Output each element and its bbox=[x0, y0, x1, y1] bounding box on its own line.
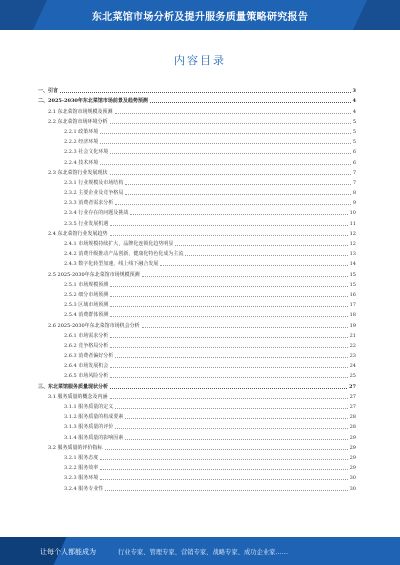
toc-entry-label: 3.1 服务质量的概念及内涵 bbox=[48, 393, 108, 400]
toc-leader-dots bbox=[115, 203, 351, 205]
toc-leader-dots bbox=[110, 336, 347, 338]
toc-leader-dots bbox=[125, 417, 347, 419]
toc-leader-dots bbox=[110, 366, 347, 368]
toc-entry-page: 3 bbox=[352, 88, 356, 95]
toc-leader-dots bbox=[110, 152, 351, 154]
toc-entry[interactable] bbox=[38, 410, 356, 420]
toc-leader-dots bbox=[115, 427, 347, 429]
toc-entry[interactable] bbox=[38, 125, 356, 135]
toc-entry[interactable] bbox=[38, 257, 356, 267]
footer-roles: 行业专家、管理专家、营销专家、战略专家、成功企业家…… bbox=[118, 549, 289, 556]
toc-entry-label: 2.5.1 市场规模预测 bbox=[64, 281, 109, 288]
toc-entry-label: 2.4.1 市场规模持续扩大，品牌化连锁化趋势明显 bbox=[64, 241, 174, 247]
toc-entry[interactable] bbox=[38, 471, 356, 481]
toc-entry[interactable] bbox=[38, 318, 356, 328]
toc-leader-dots bbox=[142, 275, 348, 277]
toc-entry-label: 2.4.2 消费升级推动产品创新，健康化特色化成为主流 bbox=[64, 251, 184, 258]
toc-entry[interactable] bbox=[38, 420, 356, 430]
toc-entry-label: 2.5.3 区域市场预测 bbox=[64, 302, 109, 309]
toc-entry-label: 2.5.4 消费群体预测 bbox=[64, 312, 109, 319]
toc-entry-label: 3.2 服务质量的评价指标 bbox=[48, 444, 103, 451]
toc-entry-label: 三、东北菜馆服务质量现状分析 bbox=[38, 383, 109, 390]
toc-entry-page: 11 bbox=[349, 220, 356, 227]
toc-entry-label: 3.1.3 服务质量的评价 bbox=[64, 424, 114, 431]
toc-entry[interactable] bbox=[38, 186, 356, 196]
toc-entry-label: 2.6.4 市场发展机会 bbox=[64, 363, 109, 370]
toc-entry[interactable] bbox=[38, 115, 356, 125]
toc-entry[interactable] bbox=[38, 166, 356, 176]
toc-entry-label: 2.3.3 消费者需求分析 bbox=[64, 200, 114, 207]
toc-entry-page: 23 bbox=[349, 353, 356, 360]
toc-entry-page: 27 bbox=[349, 393, 356, 400]
footer-band bbox=[0, 537, 400, 565]
toc-entry-label: 2.2.4 技术环境 bbox=[64, 159, 99, 166]
toc-entry-page: 18 bbox=[349, 312, 356, 319]
toc-entry-label: 2.2.1 政策环境 bbox=[64, 128, 99, 135]
table-of-contents bbox=[38, 84, 356, 492]
toc-leader-dots bbox=[110, 295, 347, 297]
toc-leader-dots bbox=[110, 376, 347, 378]
toc-entry[interactable] bbox=[38, 379, 356, 389]
toc-entry-page: 9 bbox=[352, 200, 356, 207]
toc-entry[interactable] bbox=[38, 288, 356, 298]
footer-slogan: 让每个人都能成为 bbox=[40, 548, 96, 556]
toc-entry[interactable] bbox=[38, 349, 356, 359]
toc-entry-label: 3.1.1 服务质量的定义 bbox=[64, 404, 114, 410]
toc-entry-label: 2.3.2 主要企业及竞争格局 bbox=[64, 190, 124, 197]
toc-entry-page: 5 bbox=[352, 139, 356, 146]
toc-entry-label: 2.3.5 行业发展机遇 bbox=[64, 220, 109, 227]
toc-entry-label: 3.1.2 服务质量的构成要素 bbox=[64, 414, 124, 421]
toc-entry-page: 29 bbox=[349, 465, 356, 472]
toc-leader-dots bbox=[110, 224, 347, 226]
toc-entry[interactable] bbox=[38, 176, 356, 186]
toc-entry[interactable] bbox=[38, 135, 356, 145]
toc-entry-label: 2.4.3 数字化转型加速，线上线下融合发展 bbox=[64, 261, 159, 268]
toc-leader-dots bbox=[185, 254, 347, 256]
toc-entry-page: 7 bbox=[352, 179, 356, 186]
toc-leader-dots bbox=[100, 458, 347, 460]
toc-leader-dots bbox=[110, 122, 351, 124]
toc-entry[interactable] bbox=[38, 430, 356, 440]
toc-entry-page: 4 bbox=[352, 108, 356, 115]
toc-entry-label: 2.6 2025-2030年东北菜馆市场机会分析 bbox=[48, 322, 140, 329]
toc-entry-page: 6 bbox=[352, 149, 356, 156]
toc-leader-dots bbox=[110, 173, 351, 175]
toc-entry-label: 2.3.1 行业规模及市场结构 bbox=[64, 179, 124, 186]
toc-entry-page: 6 bbox=[352, 159, 356, 166]
toc-entry-label: 2.3.4 行业存在的问题及挑战 bbox=[64, 210, 129, 217]
toc-entry[interactable] bbox=[38, 441, 356, 451]
toc-entry[interactable] bbox=[38, 329, 356, 339]
toc-entry[interactable] bbox=[38, 104, 356, 114]
toc-leader-dots bbox=[105, 489, 347, 491]
toc-entry-page: 21 bbox=[349, 332, 356, 339]
toc-leader-dots bbox=[100, 132, 351, 134]
report-title: 东北菜馆市场分析及提升服务质量策略研究报告 bbox=[91, 12, 309, 23]
toc-entry-label: 2.5.2 细分市场预测 bbox=[64, 291, 109, 298]
toc-entry[interactable] bbox=[38, 155, 356, 165]
toc-leader-dots bbox=[100, 142, 351, 144]
header-band bbox=[0, 0, 400, 30]
toc-leader-dots bbox=[100, 468, 347, 470]
toc-entry[interactable] bbox=[38, 267, 356, 277]
toc-entry-label: 2.6.3 消费者偏好分析 bbox=[64, 353, 114, 360]
toc-entry-page: 12 bbox=[349, 241, 356, 247]
toc-leader-dots bbox=[110, 285, 347, 287]
toc-entry-page: 15 bbox=[349, 281, 356, 288]
toc-leader-dots bbox=[110, 305, 347, 307]
toc-entry-label: 3.2.2 服务效率 bbox=[64, 465, 99, 472]
toc-leader-dots bbox=[125, 193, 350, 195]
toc-entry-label: 2.2.3 社会文化环境 bbox=[64, 149, 109, 156]
toc-entry-label: 2.2.2 经济环境 bbox=[64, 139, 99, 146]
toc-entry-page: 5 bbox=[352, 128, 356, 135]
toc-entry-page: 27 bbox=[349, 404, 356, 410]
toc-heading: 内容目录 bbox=[174, 54, 226, 67]
toc-entry[interactable] bbox=[38, 451, 356, 461]
toc-entry-label: 3.2.1 服务态度 bbox=[64, 454, 99, 461]
toc-entry-page: 7 bbox=[352, 169, 356, 176]
toc-entry-page: 28 bbox=[349, 424, 356, 431]
toc-entry[interactable] bbox=[38, 461, 356, 471]
toc-entry-label: 2.3 东北菜馆行业发展现状 bbox=[48, 169, 108, 176]
toc-leader-dots bbox=[115, 112, 351, 114]
toc-entry-page: 8 bbox=[352, 190, 356, 197]
toc-entry-label: 2.4 东北菜馆行业发展趋势 bbox=[48, 230, 108, 237]
toc-entry[interactable] bbox=[38, 84, 356, 94]
toc-leader-dots bbox=[115, 407, 347, 409]
toc-leader-dots bbox=[110, 387, 347, 389]
toc-entry[interactable] bbox=[38, 237, 356, 247]
toc-entry-label: 3.2.4 服务专业性 bbox=[64, 485, 104, 492]
toc-entry-page: 19 bbox=[349, 322, 356, 329]
toc-leader-dots bbox=[130, 213, 347, 215]
toc-leader-dots bbox=[115, 356, 347, 358]
toc-entry-page: 5 bbox=[352, 118, 356, 125]
toc-entry-page: 16 bbox=[349, 291, 356, 298]
toc-entry[interactable] bbox=[38, 216, 356, 226]
toc-entry-label: 3.2.3 服务环境 bbox=[64, 475, 99, 482]
toc-entry-label: 二、2025-2030年东北菜馆市场前景及趋势预测 bbox=[38, 98, 148, 105]
toc-entry-label: 3.1.4 服务质量的影响因素 bbox=[64, 434, 124, 441]
toc-entry-page: 29 bbox=[349, 434, 356, 441]
toc-entry-label: 2.6.2 竞争格局分析 bbox=[64, 342, 109, 349]
toc-entry-page: 22 bbox=[349, 342, 356, 349]
toc-entry-page: 12 bbox=[349, 230, 356, 237]
toc-leader-dots bbox=[125, 438, 347, 440]
toc-leader-dots bbox=[110, 315, 347, 317]
toc-entry-page: 24 bbox=[349, 363, 356, 370]
toc-entry[interactable] bbox=[38, 196, 356, 206]
toc-leader-dots bbox=[100, 478, 347, 480]
toc-entry-page: 13 bbox=[349, 251, 356, 258]
toc-entry[interactable] bbox=[38, 94, 356, 104]
toc-entry-label: 2.1 东北菜馆市场规模及预测 bbox=[48, 108, 113, 115]
toc-entry[interactable] bbox=[38, 227, 356, 237]
toc-entry-page: 4 bbox=[352, 98, 356, 105]
toc-entry-page: 25 bbox=[349, 373, 356, 380]
toc-entry[interactable] bbox=[38, 145, 356, 155]
toc-entry[interactable] bbox=[38, 308, 356, 318]
toc-entry-page: 10 bbox=[349, 210, 356, 217]
toc-leader-dots bbox=[150, 101, 351, 103]
toc-entry[interactable] bbox=[38, 359, 356, 369]
toc-entry[interactable] bbox=[38, 278, 356, 288]
toc-leader-dots bbox=[142, 326, 348, 328]
toc-entry-page: 27 bbox=[349, 383, 356, 390]
toc-entry[interactable] bbox=[38, 247, 356, 257]
toc-entry-page: 15 bbox=[349, 271, 356, 278]
toc-entry-label: 2.6.5 市场风险分析 bbox=[64, 373, 109, 380]
toc-entry-label: 一、引言 bbox=[38, 88, 59, 95]
toc-leader-dots bbox=[60, 91, 351, 93]
toc-entry[interactable] bbox=[38, 206, 356, 216]
toc-leader-dots bbox=[125, 183, 350, 185]
toc-entry[interactable] bbox=[38, 298, 356, 308]
toc-leader-dots bbox=[110, 346, 347, 348]
toc-leader-dots bbox=[160, 264, 347, 266]
toc-entry-page: 30 bbox=[349, 475, 356, 482]
toc-entry[interactable] bbox=[38, 481, 356, 491]
toc-entry-page: 28 bbox=[349, 414, 356, 421]
toc-leader-dots bbox=[100, 163, 351, 165]
toc-entry-page: 29 bbox=[349, 444, 356, 451]
toc-entry[interactable] bbox=[38, 369, 356, 379]
toc-leader-dots bbox=[175, 244, 347, 246]
toc-entry-label: 2.6.1 市场需求分析 bbox=[64, 332, 109, 339]
toc-leader-dots bbox=[110, 397, 348, 399]
toc-entry-page: 30 bbox=[349, 485, 356, 492]
toc-entry[interactable] bbox=[38, 400, 356, 410]
toc-entry-page: 29 bbox=[349, 454, 356, 461]
toc-entry[interactable] bbox=[38, 390, 356, 400]
toc-entry-page: 14 bbox=[349, 261, 356, 268]
toc-leader-dots bbox=[105, 448, 348, 450]
toc-entry[interactable] bbox=[38, 339, 356, 349]
toc-entry-label: 2.5 2025-2030年东北菜馆市场规模预测 bbox=[48, 271, 140, 278]
toc-entry-page: 17 bbox=[349, 302, 356, 309]
toc-leader-dots bbox=[110, 234, 348, 236]
toc-entry-label: 2.2 东北菜馆市场环境分析 bbox=[48, 118, 108, 125]
